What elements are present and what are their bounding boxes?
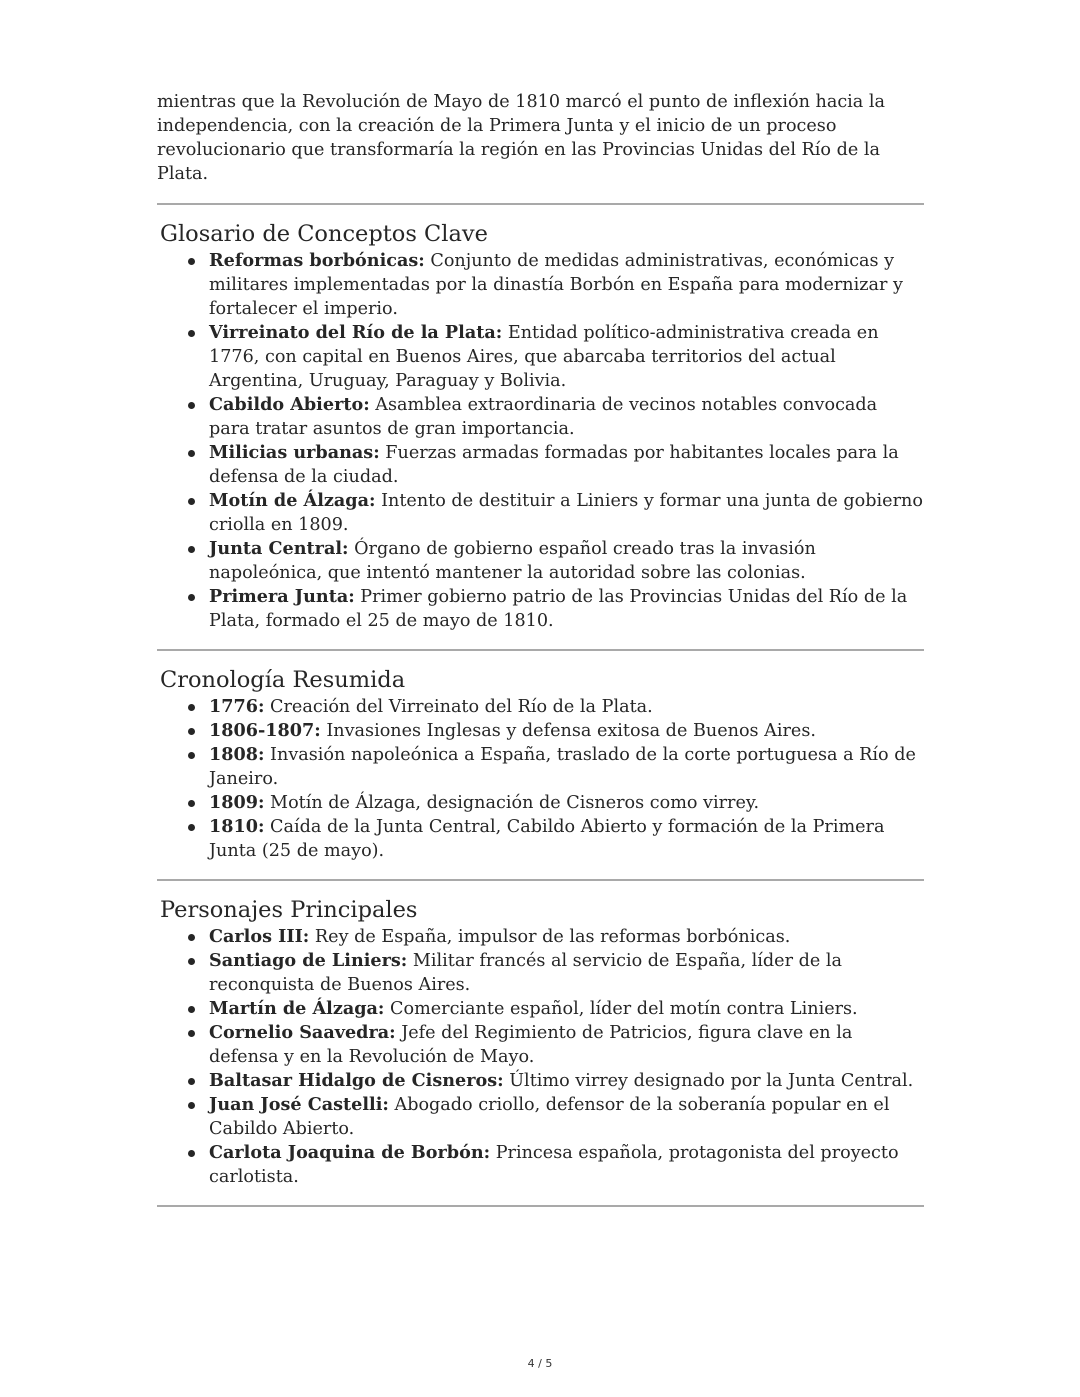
bullet-icon	[188, 800, 195, 807]
bullet-icon	[188, 704, 195, 711]
glossary-definition: Intento de destituir a Liniers y formar una junta de gobierno criolla en 1809.	[209, 491, 923, 535]
chronology-year: 1809:	[209, 792, 265, 813]
intro-paragraph: mientras que la Revolución de Mayo de 1810 marcó el punto de inflexión hacia la independencia, con la creación de la Primera Junta y el inicio de un proceso revolucionario que transformaría la región en las Provincias Unidas del Río de la Plata.	[157, 92, 885, 184]
glossary-term: Junta Central:	[209, 538, 349, 559]
section-divider	[157, 1205, 924, 1207]
glossary-heading: Glosario de Conceptos Clave	[160, 221, 488, 247]
document-page	[157, 90, 927, 1207]
bullet-icon	[188, 958, 195, 965]
glossary-term: Motín de Álzaga:	[209, 490, 376, 511]
character-description: Princesa española, protagonista del proyecto carlotista.	[209, 1143, 899, 1187]
glossary-term: Primera Junta:	[209, 586, 355, 607]
chronology-event: Invasión napoleónica a España, traslado de la corte portuguesa a Río de Janeiro.	[209, 745, 916, 789]
glossary-item	[209, 537, 927, 585]
bullet-icon	[188, 1150, 195, 1157]
bullet-icon	[188, 498, 195, 505]
character-name: Baltasar Hidalgo de Cisneros:	[209, 1070, 504, 1091]
chronology-item	[209, 791, 927, 815]
character-description: Militar francés al servicio de España, líder de la reconquista de Buenos Aires.	[209, 951, 842, 995]
character-description: Último virrey designado por la Junta Central.	[503, 1071, 914, 1091]
chronology-year: 1810:	[209, 816, 265, 837]
glossary-item	[209, 249, 927, 321]
bullet-icon	[188, 402, 195, 409]
character-description: Comerciante español, líder del motín contra Liniers.	[384, 999, 858, 1019]
character-name: Martín de Álzaga:	[209, 998, 385, 1019]
character-name: Juan José Castelli:	[209, 1094, 389, 1115]
chronology-event: Invasiones Inglesas y defensa exitosa de Buenos Aires.	[320, 721, 816, 741]
character-description: Abogado criollo, defensor de la soberanía popular en el Cabildo Abierto.	[209, 1095, 890, 1139]
section-divider	[157, 203, 924, 205]
glossary-item	[209, 585, 927, 633]
chronology-item	[209, 695, 927, 719]
character-name: Santiago de Liniers:	[209, 950, 408, 971]
bullet-icon	[188, 824, 195, 831]
chronology-item	[209, 815, 927, 863]
section-divider	[157, 879, 924, 881]
character-name: Cornelio Saavedra:	[209, 1022, 396, 1043]
character-name: Carlota Joaquina de Borbón:	[209, 1142, 491, 1163]
chronology-heading: Cronología Resumida	[160, 667, 406, 693]
glossary-term: Cabildo Abierto:	[209, 394, 370, 415]
characters-list	[157, 925, 927, 1189]
glossary-list	[157, 249, 927, 633]
character-item	[209, 1141, 927, 1189]
chronology-year: 1806-1807:	[209, 720, 321, 741]
bullet-icon	[188, 330, 195, 337]
chronology-year: 1776:	[209, 696, 265, 717]
character-item	[209, 1069, 927, 1093]
glossary-item	[209, 489, 927, 537]
bullet-icon	[188, 1078, 195, 1085]
chronology-event: Caída de la Junta Central, Cabildo Abierto y formación de la Primera Junta (25 de mayo).	[209, 817, 885, 861]
character-description: Jefe del Regimiento de Patricios, figura clave en la defensa y en la Revolución de Mayo.	[209, 1023, 853, 1067]
glossary-definition: Conjunto de medidas administrativas, económicas y militares implementadas por la dinastía Borbón en España para modernizar y fortalecer el imperio.	[209, 251, 903, 319]
chronology-event: Creación del Virreinato del Río de la Plata.	[264, 697, 653, 717]
bullet-icon	[188, 450, 195, 457]
bullet-icon	[188, 594, 195, 601]
bullet-icon	[188, 752, 195, 759]
glossary-definition: Asamblea extraordinaria de vecinos notables convocada para tratar asuntos de gran importancia.	[209, 395, 878, 439]
chronology-list	[157, 695, 927, 863]
bullet-icon	[188, 546, 195, 553]
bullet-icon	[188, 258, 195, 265]
chronology-event: Motín de Álzaga, designación de Cisneros como virrey.	[264, 793, 760, 813]
bullet-icon	[188, 1030, 195, 1037]
glossary-term: Milicias urbanas:	[209, 442, 380, 463]
character-description: Rey de España, impulsor de las reformas borbónicas.	[309, 927, 791, 947]
bullet-icon	[188, 1102, 195, 1109]
glossary-item	[209, 321, 927, 393]
glossary-definition: Primer gobierno patrio de las Provincias Unidas del Río de la Plata, formado el 25 de mayo de 1810.	[209, 587, 908, 631]
glossary-item	[209, 393, 927, 441]
glossary-term: Virreinato del Río de la Plata:	[209, 322, 503, 343]
characters-heading: Personajes Principales	[160, 897, 418, 923]
page-number: 4 / 5	[527, 1357, 553, 1370]
glossary-definition: Fuerzas armadas formadas por habitantes locales para la defensa de la ciudad.	[209, 443, 899, 487]
bullet-icon	[188, 934, 195, 941]
character-item	[209, 925, 927, 949]
character-item	[209, 949, 927, 997]
glossary-definition: Órgano de gobierno español creado tras la invasión napoleónica, que intentó mantener la autoridad sobre las colonias.	[209, 539, 816, 583]
character-item	[209, 997, 927, 1021]
character-name: Carlos III:	[209, 926, 310, 947]
character-item	[209, 1093, 927, 1141]
glossary-term: Reformas borbónicas:	[209, 250, 425, 271]
chronology-year: 1808:	[209, 744, 265, 765]
glossary-definition: Entidad político-administrativa creada en 1776, con capital en Buenos Aires, que abarcaba territorios del actual Argentina, Uruguay, Paraguay y Bolivia.	[209, 323, 879, 391]
chronology-item	[209, 743, 927, 791]
character-item	[209, 1021, 927, 1069]
bullet-icon	[188, 1006, 195, 1013]
chronology-item	[209, 719, 927, 743]
bullet-icon	[188, 728, 195, 735]
glossary-item	[209, 441, 927, 489]
section-divider	[157, 649, 924, 651]
